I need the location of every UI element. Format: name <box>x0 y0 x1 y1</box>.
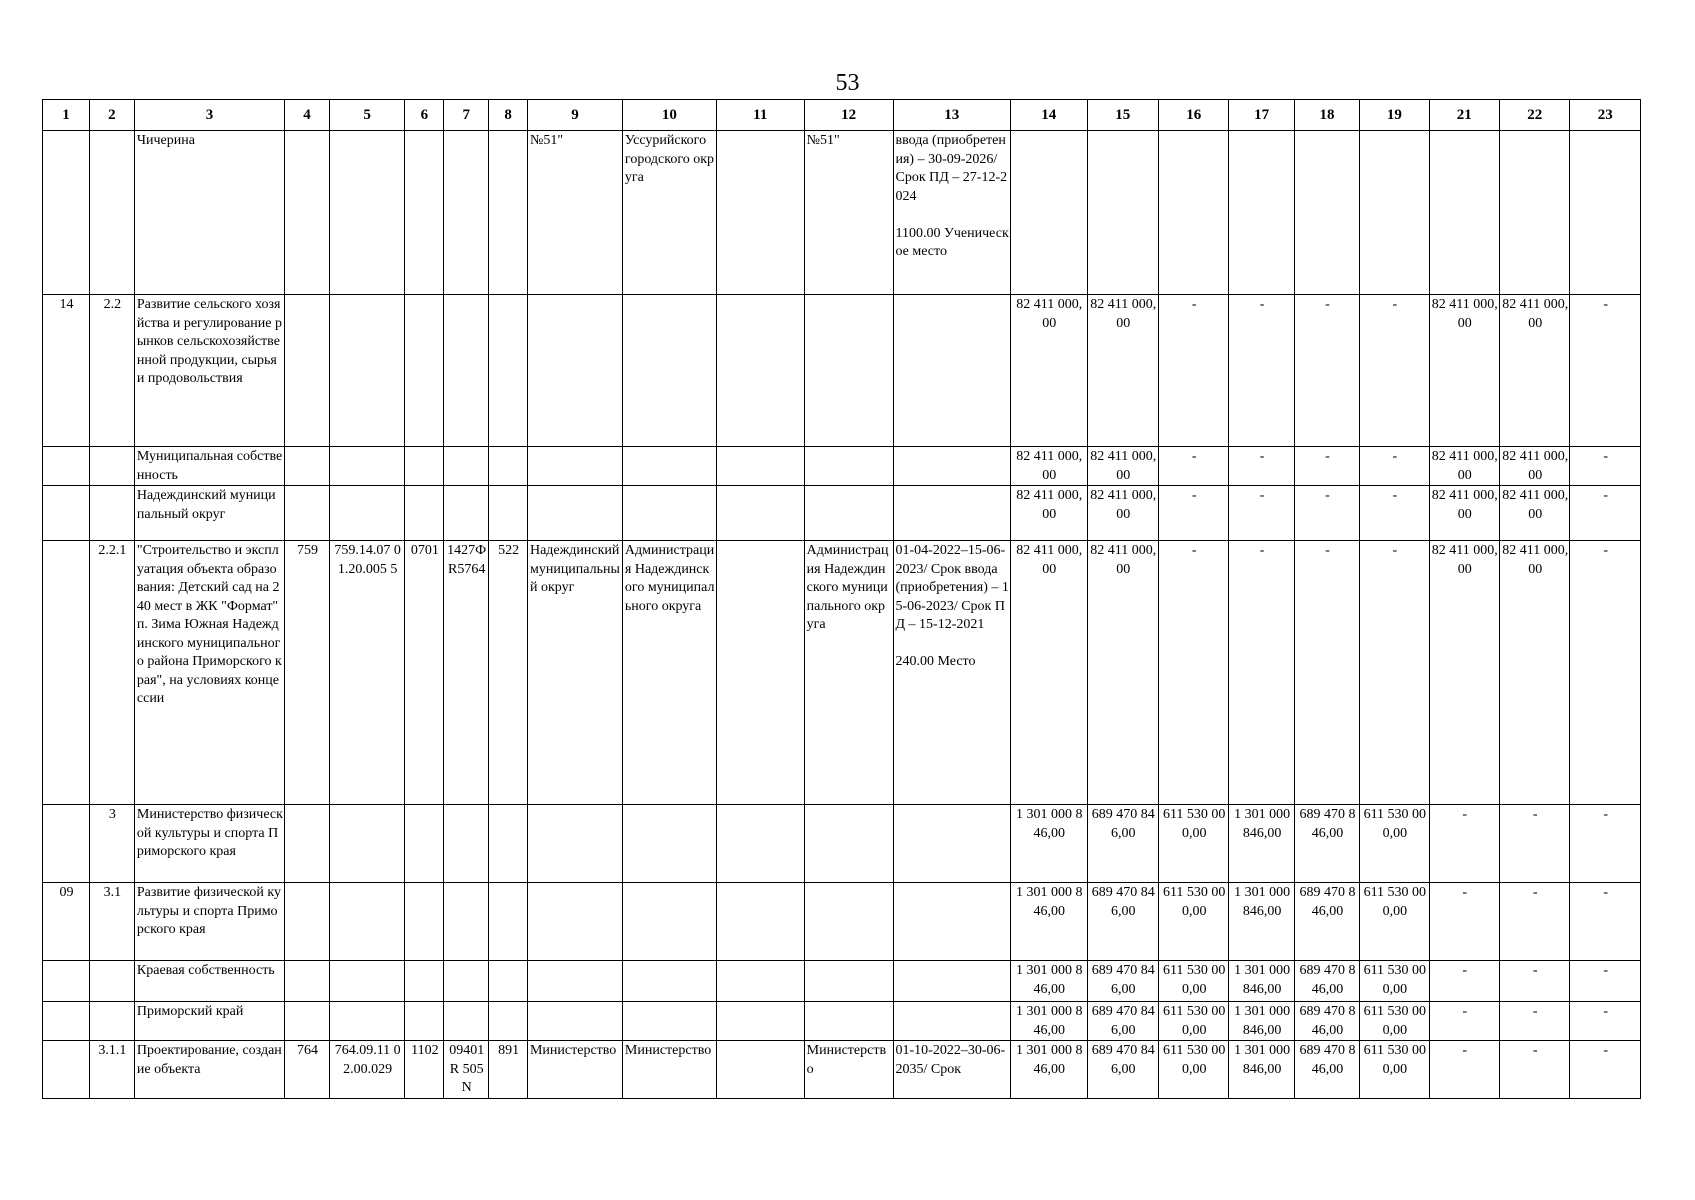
column-header: 12 <box>804 100 893 131</box>
table-cell: 09401R 505N <box>444 1041 489 1099</box>
column-header: 10 <box>622 100 716 131</box>
table-cell: 759 <box>284 541 329 805</box>
table-cell: 82 411 000,00 <box>1087 541 1158 805</box>
table-cell: 1 301 000 846,00 <box>1229 805 1294 883</box>
table-cell: 1 301 000 846,00 <box>1010 1002 1087 1041</box>
table-cell: - <box>1570 541 1641 805</box>
table-cell <box>284 1002 329 1041</box>
budget-table <box>42 99 1641 1099</box>
table-cell: Уссурийского городского округа <box>622 131 716 295</box>
table-cell: 689 470 846,00 <box>1087 961 1158 1002</box>
table-cell: - <box>1499 961 1569 1002</box>
table-cell <box>444 1002 489 1041</box>
table-cell <box>804 486 893 541</box>
table-cell: 759.14.07 01.20.005 5 <box>329 541 405 805</box>
table-cell: - <box>1158 486 1228 541</box>
column-header: 6 <box>405 100 444 131</box>
table-cell <box>716 131 804 295</box>
table-cell: 82 411 000,00 <box>1429 541 1499 805</box>
table-cell <box>527 295 622 447</box>
table-cell <box>1229 131 1294 295</box>
table-cell <box>1010 131 1087 295</box>
table-cell <box>489 805 528 883</box>
table-cell: 1 301 000 846,00 <box>1229 1041 1294 1099</box>
table-cell <box>43 961 90 1002</box>
column-header: 9 <box>527 100 622 131</box>
table-cell <box>716 447 804 486</box>
table-cell: 689 470 846,00 <box>1294 1002 1359 1041</box>
table-cell <box>43 805 90 883</box>
table-cell <box>405 883 444 961</box>
table-cell <box>489 961 528 1002</box>
table-cell: - <box>1570 1002 1641 1041</box>
table-cell <box>489 447 528 486</box>
table-cell <box>716 1002 804 1041</box>
table-cell <box>622 805 716 883</box>
table-cell: 891 <box>489 1041 528 1099</box>
table-cell: 82 411 000,00 <box>1087 486 1158 541</box>
table-cell <box>1499 131 1569 295</box>
column-header: 13 <box>893 100 1010 131</box>
table-cell: 689 470 846,00 <box>1087 883 1158 961</box>
table-cell: Развитие сельского хозяйства и регулирование рынков сельскохозяйственной продукции, сырья и продовольствия <box>134 295 284 447</box>
table-cell: 689 470 846,00 <box>1294 961 1359 1002</box>
table-row <box>43 447 1641 486</box>
page-number: 53 <box>835 70 860 96</box>
table-cell: 611 530 000,00 <box>1360 961 1429 1002</box>
table-cell <box>405 447 444 486</box>
table-cell: - <box>1570 1041 1641 1099</box>
table-cell <box>804 805 893 883</box>
table-cell: - <box>1229 541 1294 805</box>
table-cell <box>43 1002 90 1041</box>
table-cell <box>405 486 444 541</box>
table-cell: 3.1.1 <box>89 1041 134 1099</box>
column-header: 19 <box>1360 100 1429 131</box>
table-cell: - <box>1570 295 1641 447</box>
table-cell: 611 530 000,00 <box>1360 1041 1429 1099</box>
table-cell: 764.09.11 02.00.029 <box>329 1041 405 1099</box>
column-header: 16 <box>1158 100 1228 131</box>
table-row <box>43 1041 1641 1099</box>
table-cell: Администрация Надеждинского муниципального округа <box>804 541 893 805</box>
table-cell <box>489 883 528 961</box>
table-cell: ввода (приобретения) – 30-09-2026/ Срок ПД – 27-12-2024 1100.00 Ученическое место <box>893 131 1010 295</box>
table-cell: - <box>1570 486 1641 541</box>
table-cell: - <box>1499 883 1569 961</box>
table-cell <box>489 295 528 447</box>
table-cell <box>527 883 622 961</box>
table-cell: - <box>1294 447 1359 486</box>
table-cell: Муниципальная собственность <box>134 447 284 486</box>
table-cell: 1 301 000 846,00 <box>1010 883 1087 961</box>
table-cell: 689 470 846,00 <box>1087 1002 1158 1041</box>
table-cell: 2.2 <box>89 295 134 447</box>
table-cell: 3.1 <box>89 883 134 961</box>
table-cell <box>43 541 90 805</box>
table-cell <box>1360 131 1429 295</box>
table-cell: 689 470 846,00 <box>1294 883 1359 961</box>
table-cell: - <box>1229 486 1294 541</box>
table-cell: 689 470 846,00 <box>1294 1041 1359 1099</box>
table-cell: Министерство <box>804 1041 893 1099</box>
table-cell <box>329 805 405 883</box>
table-cell <box>489 1002 528 1041</box>
table-cell: 82 411 000,00 <box>1429 447 1499 486</box>
table-cell: - <box>1499 805 1569 883</box>
table-cell: 611 530 000,00 <box>1360 883 1429 961</box>
column-header: 17 <box>1229 100 1294 131</box>
table-cell <box>43 486 90 541</box>
table-cell: 1427Ф R5764 <box>444 541 489 805</box>
table-cell: 1 301 000 846,00 <box>1010 805 1087 883</box>
table-cell: 764 <box>284 1041 329 1099</box>
table-cell: 09 <box>43 883 90 961</box>
table-cell: 1 301 000 846,00 <box>1010 961 1087 1002</box>
table-cell: 611 530 000,00 <box>1158 1041 1228 1099</box>
table-cell <box>405 1002 444 1041</box>
table-cell: 82 411 000,00 <box>1087 295 1158 447</box>
table-cell <box>527 805 622 883</box>
table-cell: Надеждинский муниципальный округ <box>527 541 622 805</box>
table-cell: 1 301 000 846,00 <box>1229 1002 1294 1041</box>
table-cell: 82 411 000,00 <box>1010 486 1087 541</box>
table-cell <box>43 447 90 486</box>
table-cell: Министерство <box>527 1041 622 1099</box>
table-cell: 2.2.1 <box>89 541 134 805</box>
table-cell <box>444 883 489 961</box>
table-cell: - <box>1499 1041 1569 1099</box>
table-cell <box>489 131 528 295</box>
table-cell: 82 411 000,00 <box>1499 541 1569 805</box>
table-cell <box>1087 131 1158 295</box>
column-header: 3 <box>134 100 284 131</box>
table-cell: - <box>1570 447 1641 486</box>
table-cell: 01-10-2022–30-06-2035/ Срок <box>893 1041 1010 1099</box>
table-cell <box>405 805 444 883</box>
table-cell <box>893 486 1010 541</box>
table-cell <box>716 805 804 883</box>
table-cell <box>405 131 444 295</box>
table-cell: 82 411 000,00 <box>1010 295 1087 447</box>
table-cell: 14 <box>43 295 90 447</box>
column-header: 1 <box>43 100 90 131</box>
table-cell: 611 530 000,00 <box>1360 805 1429 883</box>
table-cell <box>804 961 893 1002</box>
table-row <box>43 541 1641 805</box>
table-cell: - <box>1570 805 1641 883</box>
table-cell: - <box>1229 447 1294 486</box>
table-cell: Надеждинский муниципальный округ <box>134 486 284 541</box>
table-cell: Приморский край <box>134 1002 284 1041</box>
table-cell <box>893 295 1010 447</box>
table-cell: - <box>1294 295 1359 447</box>
table-cell <box>893 447 1010 486</box>
table-cell <box>716 961 804 1002</box>
column-header: 4 <box>284 100 329 131</box>
table-cell: - <box>1429 1002 1499 1041</box>
table-cell: 82 411 000,00 <box>1499 295 1569 447</box>
table-cell <box>622 961 716 1002</box>
table-cell: - <box>1429 883 1499 961</box>
table-cell <box>444 447 489 486</box>
table-cell: 82 411 000,00 <box>1010 541 1087 805</box>
header-row <box>43 100 1641 131</box>
table-cell <box>284 131 329 295</box>
table-cell <box>1158 131 1228 295</box>
table-cell <box>43 131 90 295</box>
table-cell: - <box>1294 541 1359 805</box>
column-header: 22 <box>1499 100 1569 131</box>
table-cell <box>284 486 329 541</box>
table-cell: - <box>1294 486 1359 541</box>
table-cell: 1102 <box>405 1041 444 1099</box>
table-cell: - <box>1158 447 1228 486</box>
table-cell: - <box>1360 486 1429 541</box>
table-cell <box>444 295 489 447</box>
table-row <box>43 131 1641 295</box>
table-cell <box>1294 131 1359 295</box>
table-cell: №51" <box>527 131 622 295</box>
table-cell <box>527 486 622 541</box>
table-cell <box>893 883 1010 961</box>
table-cell: 611 530 000,00 <box>1158 1002 1228 1041</box>
table-cell <box>716 1041 804 1099</box>
table-cell: 1 301 000 846,00 <box>1229 883 1294 961</box>
table-cell <box>284 447 329 486</box>
table-cell: 689 470 846,00 <box>1087 805 1158 883</box>
table-cell: 611 530 000,00 <box>1158 883 1228 961</box>
table-cell <box>893 1002 1010 1041</box>
table-cell: 01-04-2022–15-06-2023/ Срок ввода (приобретения) – 15-06-2023/ Срок ПД – 15-12-2021 240.00 Место <box>893 541 1010 805</box>
table-cell: - <box>1429 1041 1499 1099</box>
table-row <box>43 1002 1641 1041</box>
table-cell <box>329 486 405 541</box>
table-cell <box>284 805 329 883</box>
table-cell: Министерство физической культуры и спорта Приморского края <box>134 805 284 883</box>
table-cell: 82 411 000,00 <box>1087 447 1158 486</box>
table-cell <box>527 1002 622 1041</box>
table-cell <box>804 447 893 486</box>
table-cell: 1 301 000 846,00 <box>1229 961 1294 1002</box>
table-cell: Чичерина <box>134 131 284 295</box>
table-cell: Краевая собственность <box>134 961 284 1002</box>
column-header: 5 <box>329 100 405 131</box>
table-cell <box>1429 131 1499 295</box>
table-cell: №51" <box>804 131 893 295</box>
table-cell <box>329 295 405 447</box>
table-cell <box>716 883 804 961</box>
table-cell <box>622 883 716 961</box>
column-header: 2 <box>89 100 134 131</box>
table-cell: - <box>1158 295 1228 447</box>
table-cell <box>405 961 444 1002</box>
table-cell <box>329 447 405 486</box>
table-cell <box>489 486 528 541</box>
table-cell: - <box>1570 883 1641 961</box>
table-cell: 1 301 000 846,00 <box>1010 1041 1087 1099</box>
table-cell <box>893 805 1010 883</box>
table-cell <box>1570 131 1641 295</box>
table-cell <box>329 961 405 1002</box>
column-header: 14 <box>1010 100 1087 131</box>
table-cell: 611 530 000,00 <box>1158 805 1228 883</box>
table-cell <box>716 541 804 805</box>
table-cell <box>893 961 1010 1002</box>
table-cell: 3 <box>89 805 134 883</box>
table-cell <box>804 295 893 447</box>
table-cell <box>89 1002 134 1041</box>
table-cell: 611 530 000,00 <box>1360 1002 1429 1041</box>
table-row <box>43 883 1641 961</box>
table-cell: 522 <box>489 541 528 805</box>
table-cell: 82 411 000,00 <box>1429 486 1499 541</box>
table-cell: 689 470 846,00 <box>1294 805 1359 883</box>
table-row <box>43 805 1641 883</box>
column-header: 15 <box>1087 100 1158 131</box>
table-cell <box>444 486 489 541</box>
column-header: 18 <box>1294 100 1359 131</box>
table-body <box>43 131 1641 1099</box>
table-cell <box>43 1041 90 1099</box>
column-header: 8 <box>489 100 528 131</box>
table-cell: 82 411 000,00 <box>1429 295 1499 447</box>
table-cell: 82 411 000,00 <box>1499 486 1569 541</box>
table-cell <box>527 447 622 486</box>
column-header: 21 <box>1429 100 1499 131</box>
table-cell <box>405 295 444 447</box>
column-header: 7 <box>444 100 489 131</box>
table-cell: - <box>1158 541 1228 805</box>
table-cell <box>527 961 622 1002</box>
table-cell: - <box>1360 447 1429 486</box>
column-header: 23 <box>1570 100 1641 131</box>
table-cell: - <box>1229 295 1294 447</box>
column-header: 11 <box>716 100 804 131</box>
table-cell <box>284 295 329 447</box>
table-cell <box>444 961 489 1002</box>
table-cell: 611 530 000,00 <box>1158 961 1228 1002</box>
table-cell <box>89 961 134 1002</box>
table-cell: 0701 <box>405 541 444 805</box>
table-cell <box>89 131 134 295</box>
table-cell <box>89 447 134 486</box>
table-cell: - <box>1570 961 1641 1002</box>
table-cell: 82 411 000,00 <box>1010 447 1087 486</box>
table-cell <box>716 486 804 541</box>
table-cell <box>716 295 804 447</box>
table-cell <box>804 1002 893 1041</box>
table-cell <box>622 1002 716 1041</box>
table-cell <box>804 883 893 961</box>
table-cell <box>444 805 489 883</box>
table-cell: Развитие физической культуры и спорта Приморского края <box>134 883 284 961</box>
table-cell: 689 470 846,00 <box>1087 1041 1158 1099</box>
table-row <box>43 486 1641 541</box>
table-cell <box>329 1002 405 1041</box>
table-cell: - <box>1429 961 1499 1002</box>
table-cell <box>444 131 489 295</box>
table-cell: Проектирование, создание объекта <box>134 1041 284 1099</box>
table-cell: Администрация Надеждинского муниципального округа <box>622 541 716 805</box>
table-cell: - <box>1360 295 1429 447</box>
table-cell: "Строительство и эксплуатация объекта образования: Детский сад на 240 мест в ЖК "Формат" п. Зима Южная Надеждинского муниципального района Приморского края", на условиях концессии <box>134 541 284 805</box>
table-cell: - <box>1429 805 1499 883</box>
table-row <box>43 961 1641 1002</box>
table-cell: 82 411 000,00 <box>1499 447 1569 486</box>
table-cell: - <box>1499 1002 1569 1041</box>
table-cell <box>622 447 716 486</box>
table-row <box>43 295 1641 447</box>
table-cell: Министерство <box>622 1041 716 1099</box>
table-cell <box>284 961 329 1002</box>
table-cell <box>89 486 134 541</box>
table-cell <box>329 883 405 961</box>
table-cell: - <box>1360 541 1429 805</box>
table-cell <box>284 883 329 961</box>
table-cell <box>622 486 716 541</box>
table-cell <box>329 131 405 295</box>
table-cell <box>622 295 716 447</box>
